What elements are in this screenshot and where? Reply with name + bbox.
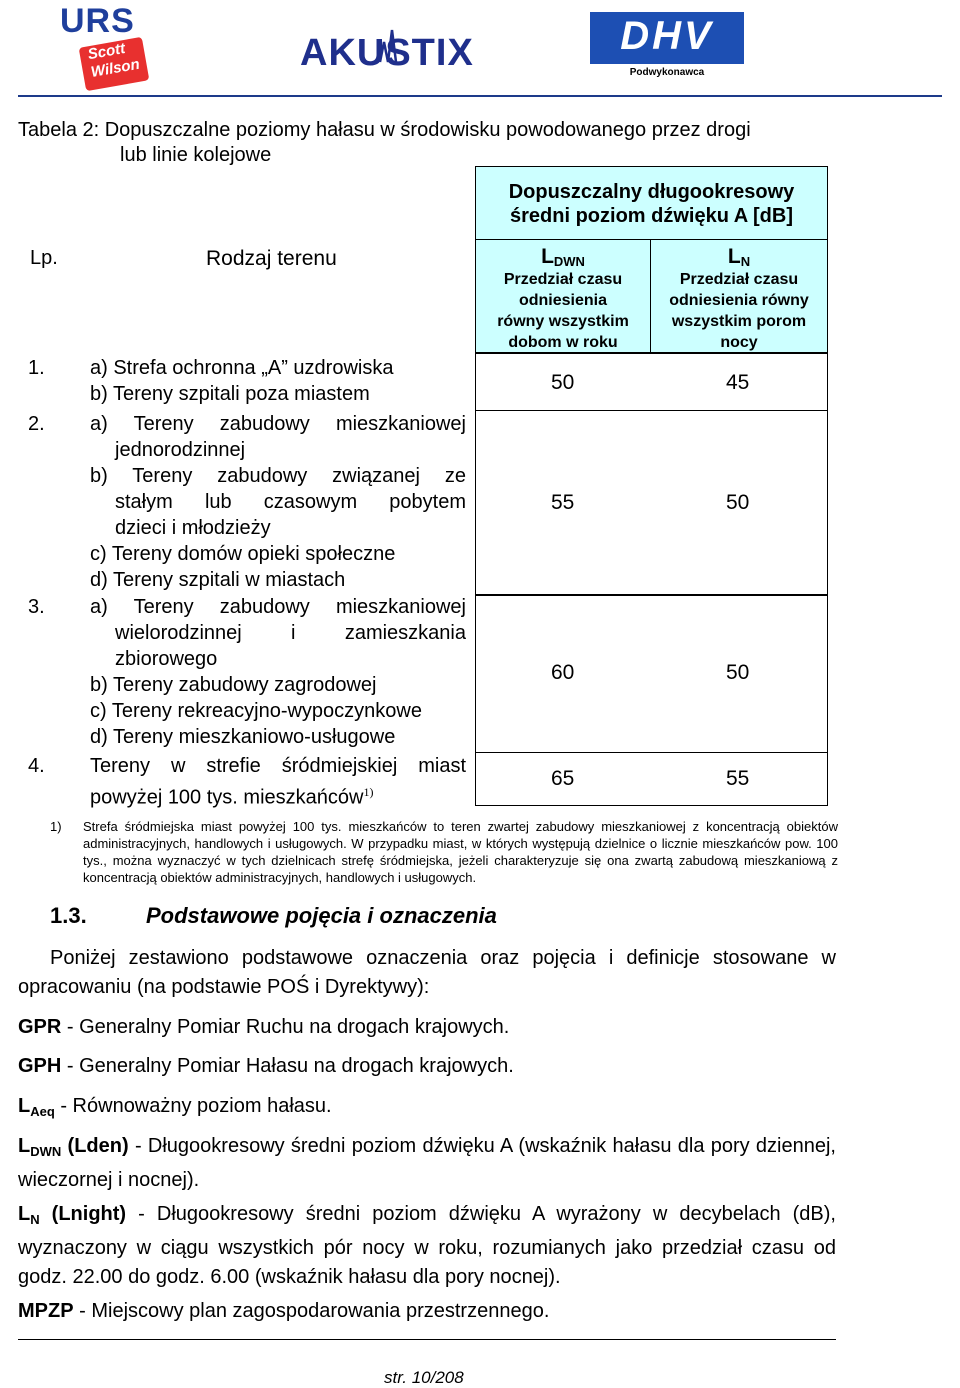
ln-desc-line: nocy (720, 334, 758, 351)
akustix-logo (300, 22, 482, 72)
row-item-cont: dzieci i młodzieży (115, 517, 271, 539)
column-header-area-type: Rodzaj terenu (206, 247, 337, 270)
definition-term: L (18, 1095, 31, 1117)
definition-text: - Generalny Pomiar Hałasu na drogach krajowych. (61, 1055, 514, 1077)
definition-text: - Miejscowy plan zagospodarowania przestrzennego. (73, 1300, 550, 1322)
row-item: b) Tereny szpitali poza miastem (90, 383, 370, 405)
definition-text: - Długookresowy średni poziom dźwięku A (wskaźnik hałasu dla pory dziennej, wieczornej i nocnej). (18, 1135, 836, 1191)
definition-text: - Generalny Pomiar Ruchu na drogach krajowych. (61, 1016, 510, 1038)
dhv-logo (590, 12, 746, 78)
definition-item (18, 1297, 836, 1326)
definition-term: L (18, 1203, 31, 1225)
ln-desc-line: Przedział czasu (679, 271, 799, 288)
column-header-ldwn (475, 239, 651, 353)
ln-symbol-main: L (727, 245, 741, 268)
row-item: a) Tereny zabudowy mieszkaniowej (90, 596, 466, 618)
row-item: a) Strefa ochronna „A” uzdrowiska (90, 357, 394, 379)
footnote-mark: 1) (50, 819, 62, 834)
row-item-cont: wielorodzinnej i zamieszkania (115, 622, 466, 644)
definition-item (18, 1200, 836, 1292)
definition-item (18, 1092, 836, 1126)
row-item-cont (90, 779, 466, 811)
definition-term: L (18, 1135, 31, 1157)
table-row (0, 753, 475, 807)
value-ldwn: 60 (551, 661, 575, 684)
header-divider (18, 95, 942, 97)
row-number: 3. (28, 596, 45, 618)
row-item: b) Tereny zabudowy zagrodowej (90, 674, 377, 696)
row-item-cont: stałym lub czasowym pobytem (115, 491, 466, 513)
row-item: d) Tereny mieszkaniowo-usługowe (90, 726, 396, 748)
ldwn-desc-line: dobom w roku (508, 334, 618, 351)
ln-symbol (651, 245, 827, 269)
ln-desc-line: wszystkim porom (671, 313, 807, 330)
definition-term-sub: N (30, 1212, 40, 1227)
row-item: d) Tereny szpitali w miastach (90, 569, 346, 591)
value-ln: 50 (726, 491, 750, 514)
value-ldwn: 65 (551, 767, 575, 790)
value-ln: 50 (726, 661, 750, 684)
footnote-text: Strefa śródmiejska miast powyżej 100 tys. mieszkańców to teren zwartej zabudowy mieszkaniowej z koncentracją obiektów administracyjnych, handlowych i usługowych. W przypadku miast, w których występują dzielnice o licznie mieszkańców pow. 100 tys., można wyznaczyć w tych dzielnicach strefę śródmiejska, jeżeli charakteryzuje się ona zwartą zabudową mieszkaniową z koncentracją obiektów administracyjnych, handlowych i usługowych. (83, 819, 838, 885)
ln-symbol-sub: N (740, 254, 751, 269)
scott-wilson-badge (79, 37, 150, 91)
definition-item (18, 1132, 836, 1195)
row-number: 1. (28, 357, 45, 379)
table-row (0, 355, 475, 409)
row-values (475, 752, 828, 806)
ldwn-symbol (476, 245, 650, 269)
ldwn-desc-line: równy wszystkim (497, 313, 629, 330)
value-ldwn: 55 (551, 491, 575, 514)
value-ln: 55 (726, 767, 750, 790)
definition-term-sub: Aeq (30, 1104, 55, 1119)
section-title: Podstawowe pojęcia i oznaczenia (146, 903, 497, 928)
ldwn-symbol-main: L (541, 245, 554, 268)
ldwn-symbol-sub: DWN (553, 254, 585, 269)
table-caption-line2: lub linie kolejowe (120, 144, 272, 166)
section-number: 1.3. (50, 903, 87, 928)
definition-term-extra: (Lnight) (39, 1203, 127, 1225)
section-intro: Poniżej zestawiono podstawowe oznaczenia oraz pojęcia i definicje stosowane w opracowaniu (na podstawie POŚ i Dyrektywy): (18, 947, 836, 998)
definition-item (18, 1052, 836, 1081)
table-row (0, 594, 475, 751)
urs-scott-wilson-logo (60, 2, 150, 88)
row-number: 4. (28, 755, 45, 777)
row-item: Tereny w strefie śródmiejskiej miast (90, 755, 466, 777)
definition-term-sub: DWN (30, 1144, 62, 1159)
table-footnote (18, 818, 838, 886)
dhv-logo-text: DHV (620, 14, 714, 58)
row-values (475, 353, 828, 411)
definition-item (18, 1013, 836, 1042)
scott-wilson-badge-line2: Wilson (89, 55, 141, 81)
definition-text: - Długookresowy średni poziom dźwięku A wyrażony w decybelach (dB), wyznaczony w ciągu wszystkich pór nocy w roku, rozumianych jako przedział czasu od godz. 22.00 do godz. 6.00 (wskaźnik hałasu dla pory nocnej). (18, 1203, 836, 1288)
definition-term: GPH (18, 1055, 62, 1077)
row-number: 2. (28, 413, 45, 435)
row-item-text: powyżej 100 tys. mieszkańców (90, 786, 364, 809)
definition-term: MPZP (18, 1300, 74, 1322)
table-row (0, 411, 475, 592)
footer-divider (18, 1339, 836, 1340)
dhv-logo-subtitle: Podwykonawca (629, 67, 705, 78)
row-item: c) Tereny domów opieki społeczne (90, 543, 396, 565)
row-values (475, 410, 828, 596)
ln-desc-line: odniesienia równy (669, 292, 809, 309)
definition-term-extra: (Lden) (61, 1135, 129, 1157)
value-ln: 45 (726, 371, 750, 394)
column-group-header (475, 166, 828, 240)
row-item: b) Tereny zabudowy związanej ze (90, 465, 466, 487)
footnote-ref: 1) (363, 785, 374, 799)
column-header-ln (650, 239, 828, 353)
table-caption: Tabela 2: Dopuszczalne poziomy hałasu w środowisku powodowanego przez drogi (18, 119, 751, 141)
urs-logo-text: URS (60, 2, 135, 40)
definition-text: - Równoważny poziom hałasu. (54, 1095, 332, 1117)
ldwn-desc-line: odniesienia (518, 292, 608, 309)
scott-wilson-badge-line1: Scott (86, 39, 127, 64)
row-item-cont: jednorodzinnej (115, 439, 246, 461)
definition-term: GPR (18, 1016, 62, 1038)
column-group-header-line2: średni poziom dźwięku A [dB] (510, 205, 793, 227)
row-item-cont: zbiorowego (115, 648, 218, 670)
row-item: a) Tereny zabudowy mieszkaniowej (90, 413, 466, 435)
value-ldwn: 50 (551, 371, 575, 394)
ldwn-desc-line: Przedział czasu (503, 271, 623, 288)
page-number: str. 10/208 (384, 1368, 464, 1387)
akustix-logo-text: AKUSTIX (300, 32, 474, 74)
row-values (475, 594, 828, 753)
row-item: c) Tereny rekreacyjno-wypoczynkowe (90, 700, 422, 722)
column-group-header-line1: Dopuszczalny długookresowy (508, 181, 795, 203)
column-header-lp: Lp. (30, 247, 58, 269)
